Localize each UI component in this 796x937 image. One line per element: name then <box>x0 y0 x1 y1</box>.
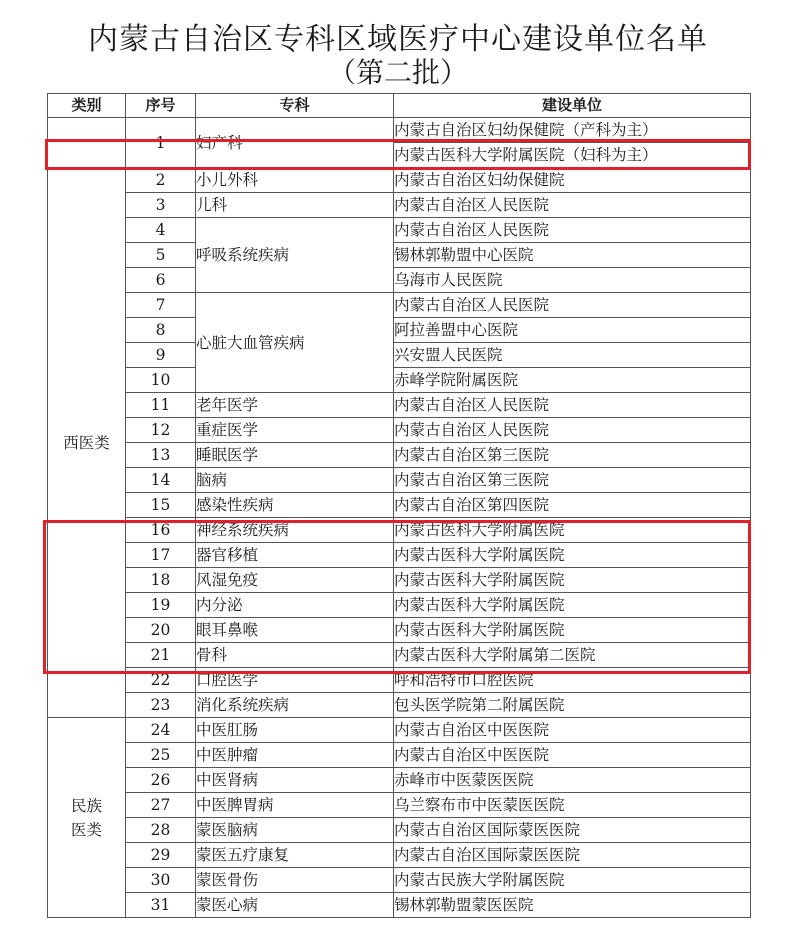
row-unit: 内蒙古医科大学附属医院 <box>394 543 751 568</box>
row-specialty: 感染性疾病 <box>196 493 394 518</box>
row-unit: 内蒙古民族大学附属医院 <box>394 868 751 893</box>
row-unit: 内蒙古自治区中医医院 <box>394 718 751 743</box>
row-specialty: 口腔医学 <box>196 668 394 693</box>
row-number: 31 <box>126 893 196 918</box>
row-number: 26 <box>126 768 196 793</box>
table-row <box>48 243 751 268</box>
table-row <box>48 418 751 443</box>
row-unit: 兴安盟人民医院 <box>394 343 751 368</box>
row-unit: 内蒙古自治区妇幼保健院 <box>394 168 751 193</box>
table-row <box>48 118 751 143</box>
header-specialty: 专科 <box>196 94 394 118</box>
row-number: 20 <box>126 618 196 643</box>
row-specialty: 睡眠医学 <box>196 443 394 468</box>
header-category: 类别 <box>48 94 126 118</box>
table-row <box>48 793 751 818</box>
table-row <box>48 343 751 368</box>
table-row <box>48 493 751 518</box>
row-unit: 内蒙古医科大学附属医院（妇科为主） <box>394 143 751 168</box>
row-number: 17 <box>126 543 196 568</box>
row-specialty: 小儿外科 <box>196 168 394 193</box>
row-number: 15 <box>126 493 196 518</box>
row-number: 29 <box>126 843 196 868</box>
category-cell <box>48 718 126 918</box>
row-unit: 内蒙古自治区第三医院 <box>394 468 751 493</box>
row-number: 6 <box>126 268 196 293</box>
row-number: 14 <box>126 468 196 493</box>
row-number: 16 <box>126 518 196 543</box>
row-number: 9 <box>126 343 196 368</box>
table-body <box>48 118 751 918</box>
table-row <box>48 618 751 643</box>
row-specialty: 老年医学 <box>196 393 394 418</box>
row-number: 24 <box>126 718 196 743</box>
row-unit: 内蒙古自治区第四医院 <box>394 493 751 518</box>
row-number: 19 <box>126 593 196 618</box>
table-row <box>48 268 751 293</box>
header-unit: 建设单位 <box>394 94 751 118</box>
row-number: 5 <box>126 243 196 268</box>
row-specialty: 骨科 <box>196 643 394 668</box>
category-label-line2: 医类 <box>70 820 102 839</box>
row-specialty: 脑病 <box>196 468 394 493</box>
row-number: 22 <box>126 668 196 693</box>
row-specialty: 心脏大血管疾病 <box>196 293 394 393</box>
row-number: 4 <box>126 218 196 243</box>
hospital-list-table <box>47 93 751 918</box>
row-unit: 内蒙古医科大学附属医院 <box>394 568 751 593</box>
row-unit: 内蒙古医科大学附属医院 <box>394 593 751 618</box>
row-specialty: 蒙医五疗康复 <box>196 843 394 868</box>
row-specialty: 妇产科 <box>196 118 394 168</box>
table-row <box>48 393 751 418</box>
row-number: 7 <box>126 293 196 318</box>
row-unit: 内蒙古自治区人民医院 <box>394 393 751 418</box>
row-specialty: 儿科 <box>196 193 394 218</box>
table-row <box>48 293 751 318</box>
row-specialty: 中医肿瘤 <box>196 743 394 768</box>
row-specialty: 中医肾病 <box>196 768 394 793</box>
table-row <box>48 543 751 568</box>
row-unit: 内蒙古自治区国际蒙医医院 <box>394 843 751 868</box>
row-number: 18 <box>126 568 196 593</box>
category-cell-empty <box>48 118 126 168</box>
row-specialty: 神经系统疾病 <box>196 518 394 543</box>
row-unit: 锡林郭勒盟中心医院 <box>394 243 751 268</box>
row-unit: 内蒙古自治区人民医院 <box>394 418 751 443</box>
row-specialty: 呼吸系统疾病 <box>196 218 394 293</box>
table-row <box>48 368 751 393</box>
table-row <box>48 818 751 843</box>
category-label-line1: 民族 <box>70 796 102 815</box>
row-specialty: 风湿免疫 <box>196 568 394 593</box>
row-specialty: 重症医学 <box>196 418 394 443</box>
row-unit: 内蒙古自治区国际蒙医医院 <box>394 818 751 843</box>
row-number: 27 <box>126 793 196 818</box>
table-row <box>48 168 751 193</box>
table-row <box>48 518 751 543</box>
row-number: 11 <box>126 393 196 418</box>
row-number: 12 <box>126 418 196 443</box>
category-cell <box>48 168 126 718</box>
table-row <box>48 193 751 218</box>
row-specialty: 蒙医脑病 <box>196 818 394 843</box>
row-unit: 内蒙古自治区人民医院 <box>394 293 751 318</box>
row-unit: 乌海市人民医院 <box>394 268 751 293</box>
row-specialty: 消化系统疾病 <box>196 693 394 718</box>
row-number: 2 <box>126 168 196 193</box>
row-unit: 内蒙古自治区人民医院 <box>394 218 751 243</box>
row-number: 13 <box>126 443 196 468</box>
row-unit: 包头医学院第二附属医院 <box>394 693 751 718</box>
row-specialty: 中医脾胃病 <box>196 793 394 818</box>
table-row <box>48 593 751 618</box>
table-row <box>48 318 751 343</box>
row-unit: 内蒙古医科大学附属第二医院 <box>394 643 751 668</box>
row-specialty: 中医肛肠 <box>196 718 394 743</box>
row-unit: 内蒙古自治区中医医院 <box>394 743 751 768</box>
row-specialty: 内分泌 <box>196 593 394 618</box>
category-label: 西医类 <box>63 433 110 452</box>
table-row <box>48 893 751 918</box>
row-unit: 内蒙古自治区第三医院 <box>394 443 751 468</box>
row-unit: 赤峰市中医蒙医医院 <box>394 768 751 793</box>
row-number: 23 <box>126 693 196 718</box>
row-unit: 阿拉善盟中心医院 <box>394 318 751 343</box>
table-row <box>48 568 751 593</box>
table-row <box>48 868 751 893</box>
table-row <box>48 743 751 768</box>
row-number: 3 <box>126 193 196 218</box>
row-unit: 赤峰学院附属医院 <box>394 368 751 393</box>
row-number: 30 <box>126 868 196 893</box>
row-unit: 内蒙古医科大学附属医院 <box>394 618 751 643</box>
table-row <box>48 468 751 493</box>
row-specialty: 蒙医骨伤 <box>196 868 394 893</box>
row-number: 10 <box>126 368 196 393</box>
row-specialty: 器官移植 <box>196 543 394 568</box>
table-row <box>48 443 751 468</box>
header-number: 序号 <box>126 94 196 118</box>
row-unit: 乌兰察布市中医蒙医医院 <box>394 793 751 818</box>
row-unit: 内蒙古自治区妇幼保健院（产科为主） <box>394 118 751 143</box>
row-unit: 锡林郭勒盟蒙医医院 <box>394 893 751 918</box>
row-specialty: 蒙医心病 <box>196 893 394 918</box>
table-row <box>48 843 751 868</box>
row-number: 25 <box>126 743 196 768</box>
document-subtitle: （第二批） <box>327 56 468 89</box>
table-row <box>48 643 751 668</box>
row-number: 28 <box>126 818 196 843</box>
row-unit: 内蒙古医科大学附属医院 <box>394 518 751 543</box>
row-number: 1 <box>126 118 196 168</box>
table-row <box>48 668 751 693</box>
table-row <box>48 693 751 718</box>
table-row <box>48 718 751 743</box>
row-unit: 呼和浩特市口腔医院 <box>394 668 751 693</box>
table-row <box>48 218 751 243</box>
row-number: 8 <box>126 318 196 343</box>
table-row <box>48 768 751 793</box>
document-title: 内蒙古自治区专科区域医疗中心建设单位名单 <box>88 22 708 57</box>
row-specialty: 眼耳鼻喉 <box>196 618 394 643</box>
table-header-row <box>48 94 751 118</box>
row-number: 21 <box>126 643 196 668</box>
row-unit: 内蒙古自治区人民医院 <box>394 193 751 218</box>
